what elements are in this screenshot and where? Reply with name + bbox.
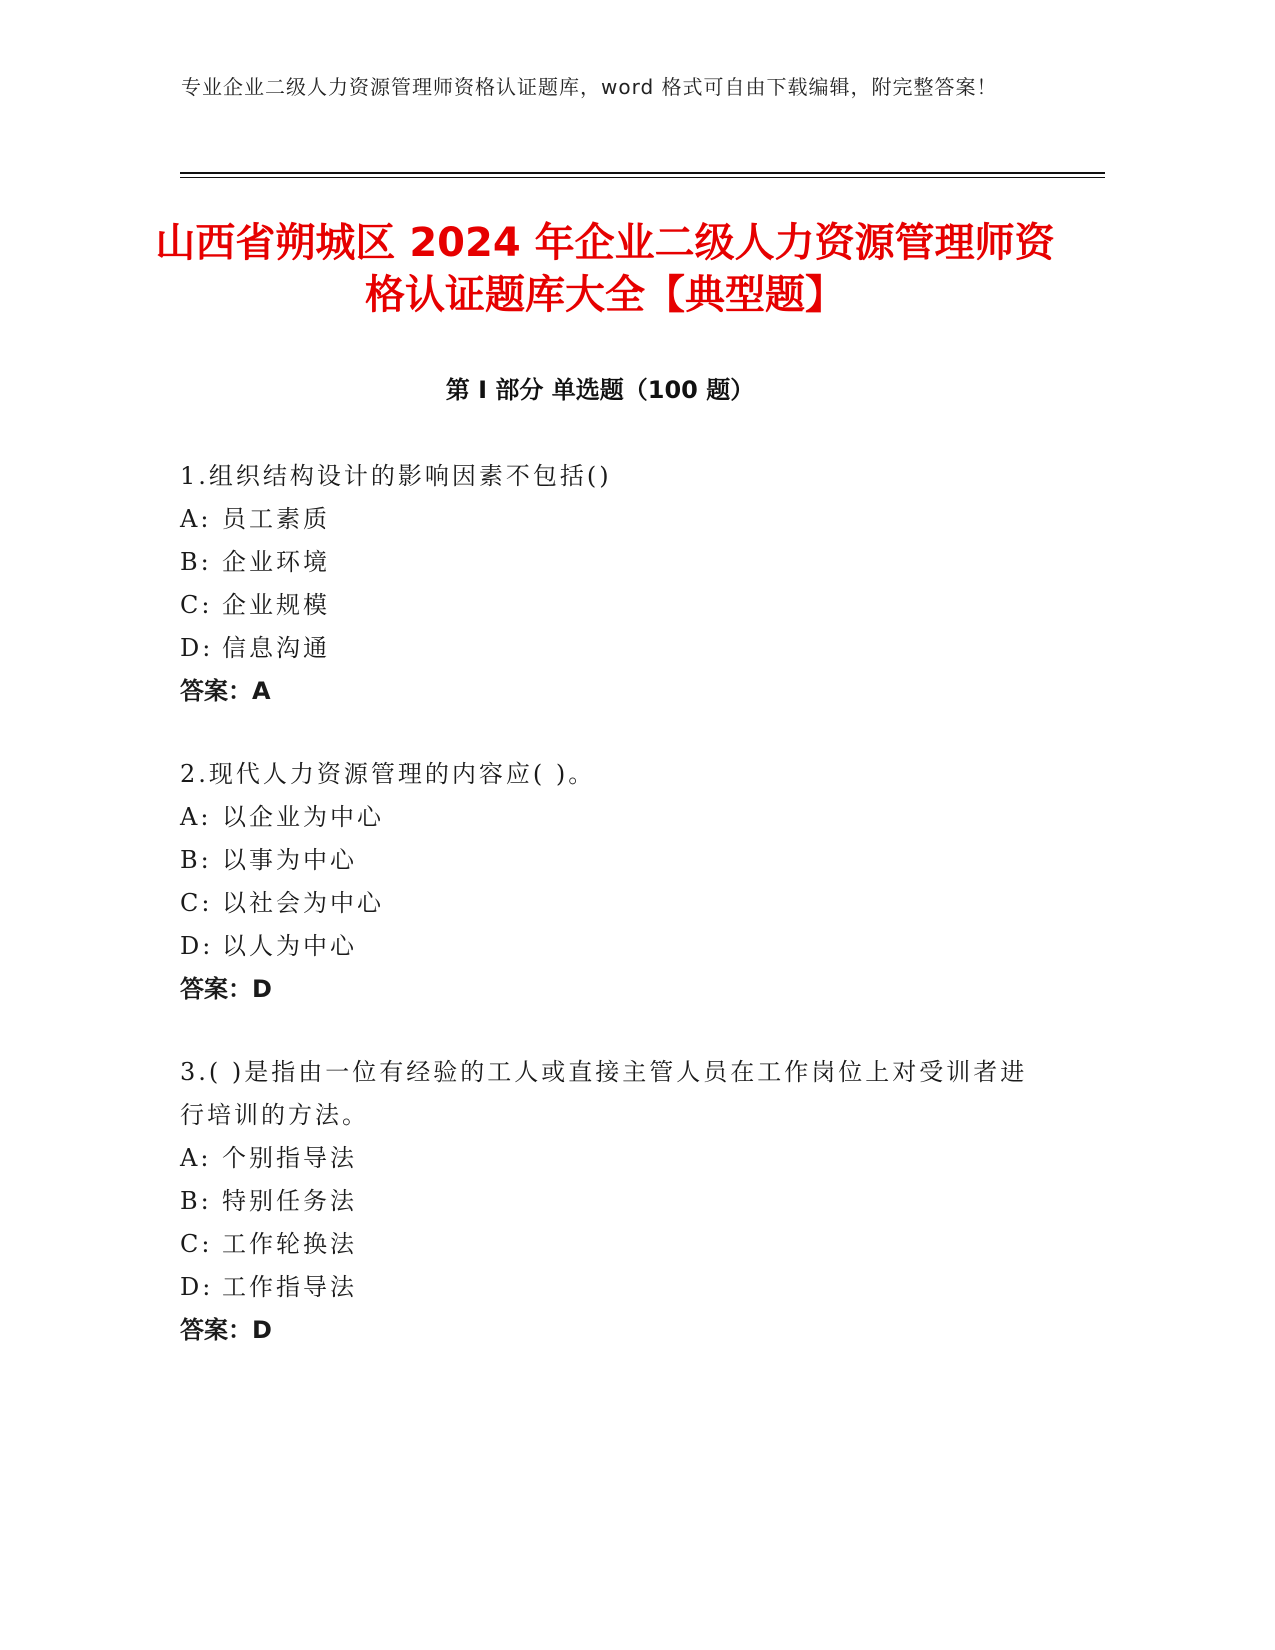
option-text: 以人为中心	[222, 932, 357, 960]
answer-line	[180, 670, 1040, 713]
option-a	[180, 1137, 1040, 1180]
question-3	[180, 1051, 1040, 1352]
option-letter: C:	[180, 889, 213, 917]
question-1	[180, 455, 1040, 713]
answer-line	[180, 968, 1040, 1011]
option-d	[180, 627, 1040, 670]
option-letter: C:	[180, 591, 213, 619]
option-d	[180, 1266, 1040, 1309]
header-divider-thin	[180, 177, 1105, 178]
option-text: 特别任务法	[222, 1187, 357, 1215]
section-heading: 第 I 部分 单选题（100 题）	[445, 376, 755, 404]
option-letter: D:	[180, 1273, 214, 1301]
question-stem: 3.( )是指由一位有经验的工人或直接主管人员在工作岗位上对受训者进行培训的方法。	[180, 1058, 1028, 1129]
option-b	[180, 541, 1040, 584]
option-b	[180, 1180, 1040, 1223]
option-text: 个别指导法	[222, 1144, 357, 1172]
answer-line	[180, 1309, 1040, 1352]
answer-value: D	[252, 1316, 272, 1344]
option-letter: A:	[180, 803, 212, 831]
question-2	[180, 753, 1040, 1011]
option-text: 以社会为中心	[222, 889, 384, 917]
option-a	[180, 796, 1040, 839]
option-letter: D:	[180, 634, 214, 662]
option-b	[180, 839, 1040, 882]
header-divider-thick	[180, 172, 1105, 174]
question-stem: 1.组织结构设计的影响因素不包括()	[180, 462, 612, 490]
option-letter: B:	[180, 548, 212, 576]
question-stem: 2.现代人力资源管理的内容应( )。	[180, 760, 596, 788]
document-title: 山西省朔城区 2024 年企业二级人力资源管理师资格认证题库大全【典型题】	[155, 220, 1055, 318]
option-letter: C:	[180, 1230, 213, 1258]
option-text: 信息沟通	[222, 634, 330, 662]
option-letter: A:	[180, 505, 212, 533]
option-c	[180, 882, 1040, 925]
option-letter: D:	[180, 932, 214, 960]
option-d	[180, 925, 1040, 968]
option-text: 工作指导法	[222, 1273, 357, 1301]
option-c	[180, 584, 1040, 627]
option-text: 以事为中心	[222, 846, 357, 874]
answer-value: A	[252, 677, 271, 705]
answer-value: D	[252, 975, 272, 1003]
option-c	[180, 1223, 1040, 1266]
option-text: 企业环境	[222, 548, 330, 576]
answer-label: 答案：	[180, 677, 252, 705]
answer-label: 答案：	[180, 975, 252, 1003]
option-text: 员工素质	[222, 505, 330, 533]
answer-label: 答案：	[180, 1316, 252, 1344]
option-text: 企业规模	[222, 591, 330, 619]
option-text: 以企业为中心	[222, 803, 384, 831]
option-letter: B:	[180, 846, 212, 874]
question-list	[180, 455, 1040, 1392]
option-text: 工作轮换法	[222, 1230, 357, 1258]
option-letter: B:	[180, 1187, 212, 1215]
option-a	[180, 498, 1040, 541]
header-note: 专业企业二级人力资源管理师资格认证题库，word 格式可自由下载编辑，附完整答案！	[181, 75, 998, 99]
option-letter: A:	[180, 1144, 212, 1172]
